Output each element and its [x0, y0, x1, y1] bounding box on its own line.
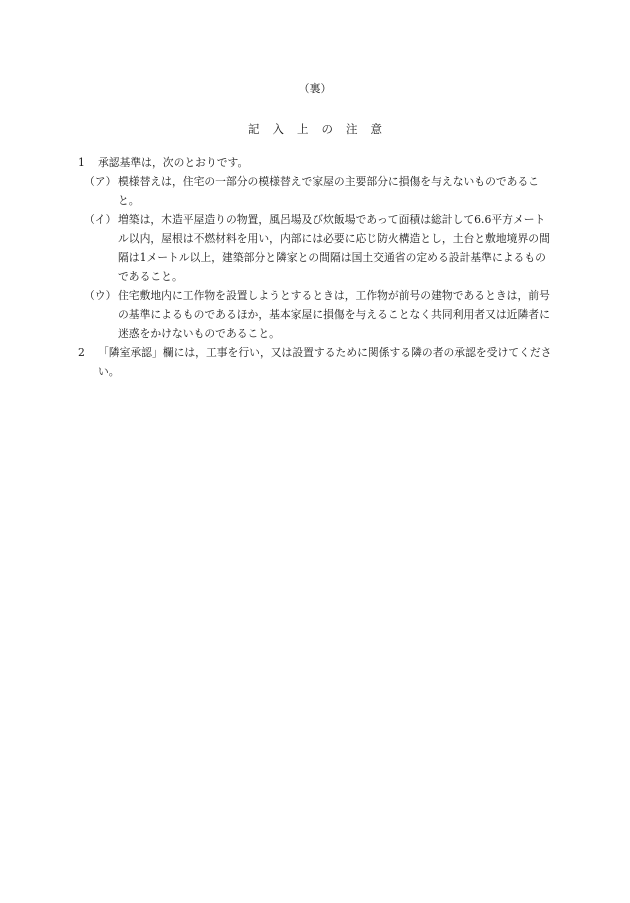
note-item-number: 1 — [78, 156, 85, 169]
note-subitem-i — [84, 210, 556, 286]
note-subitem-text: 増築は，木造平屋造りの物置，風呂場及び炊飯場であって面積は総計して6.6平方メートル以内，屋根は不燃材料を用い，内部には必要に応じ防火構造とし，土台と敷地境界の間隔は1メートル以上，建築部分と隣家との間隔は国土交通省の定める設計基準によるものであること。 — [118, 213, 550, 283]
note-item-number: 2 — [78, 346, 85, 359]
note-subitem-number: （ア） — [84, 175, 117, 188]
note-item-2 — [78, 343, 556, 381]
back-side-label: （裏） — [298, 82, 332, 95]
notes-body — [78, 153, 556, 381]
note-item-1 — [78, 153, 556, 172]
note-subitem-text: 模様替えは，住宅の一部分の模様替えで家屋の主要部分に損傷を与えないものであること。 — [118, 175, 540, 207]
note-item-text: 「隣室承認」欄には，工事を行い，又は設置するために関係する隣の者の承認を受けてください。 — [98, 346, 552, 378]
note-subitem-u — [84, 286, 556, 343]
note-subitem-number: （イ） — [84, 213, 117, 226]
note-item-text: 承認基準は，次のとおりです。 — [98, 156, 249, 169]
page-title: 記入上の注意 — [248, 122, 395, 136]
note-subitem-number: （ウ） — [84, 289, 117, 302]
note-subitem-text: 住宅敷地内に工作物を設置しようとするときは，工作物が前号の建物であるときは，前号の基準によるものであるほか，基本家屋に損傷を与えることなく共同利用者又は近隣者に迷惑をかけないものであること。 — [118, 289, 550, 340]
note-subitem-a — [84, 172, 556, 210]
